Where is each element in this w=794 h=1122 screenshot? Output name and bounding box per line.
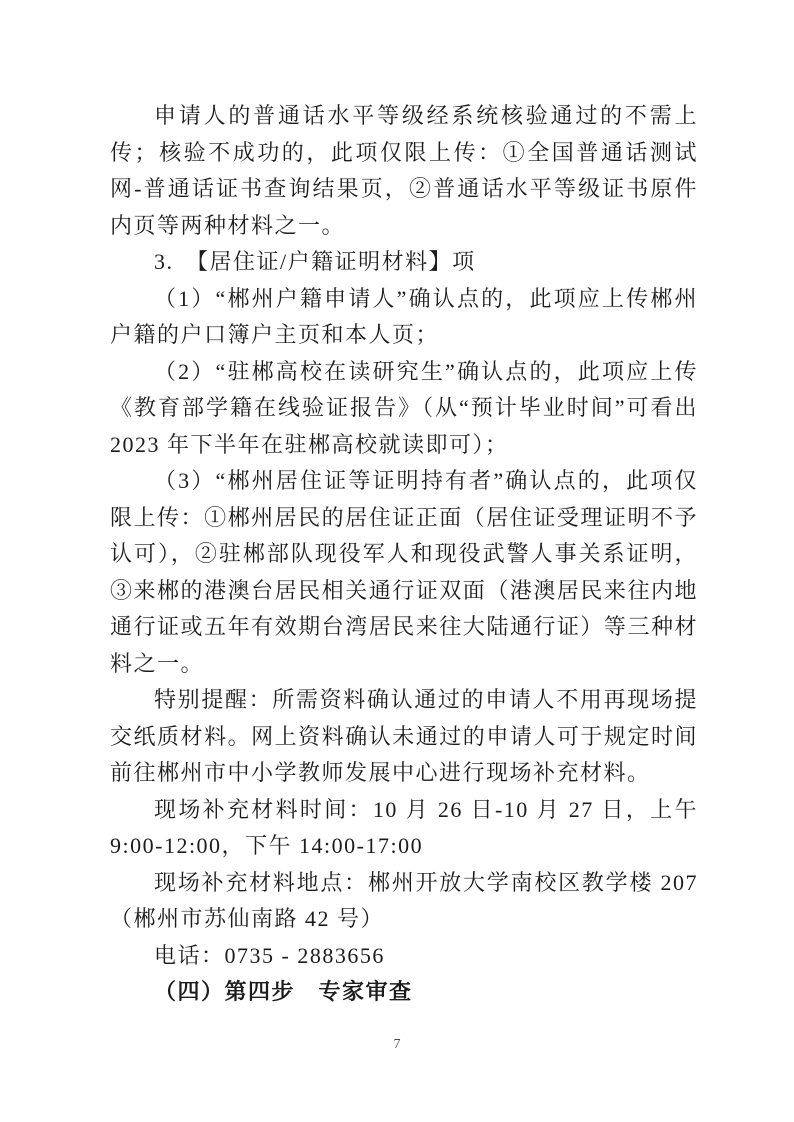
paragraph: 现场补充材料地点：郴州开放大学南校区教学楼 207（郴州市苏仙南路 42 号） xyxy=(110,869,698,931)
document-body xyxy=(110,98,698,1011)
paragraph: 特别提醒：所需资料确认通过的申请人不用再现场提交纸质材料。网上资料确认未通过的申请人可于规定时间前往郴州市中小学教师发展中心进行现场补充材料。 xyxy=(110,687,698,785)
paragraph: 3. 【居住证/户籍证明材料】项 xyxy=(154,249,476,274)
paragraph: 申请人的普通话水平等级经系统核验通过的不需上传；核验不成功的，此项仅限上传：①全国普通话测试网-普通话证书查询结果页，②普通话水平等级证书原件内页等两种材料之一。 xyxy=(110,103,698,238)
page-number: 7 xyxy=(393,1037,401,1052)
paragraph: 现场补充材料时间：10 月 26 日-10 月 27 日，上午 9:00-12:00，下午 14:00-17:00 xyxy=(110,796,698,858)
paragraph: （1）“郴州户籍申请人”确认点的，此项应上传郴州户籍的户口簿户主页和本人页； xyxy=(110,285,698,347)
section-heading: （四）第四步 专家审查 xyxy=(154,979,413,1004)
paragraph: 电话：0735 - 2883656 xyxy=(154,942,385,968)
paragraph: （2）“驻郴高校在读研究生”确认点的，此项应上传《教育部学籍在线验证报告》（从“预计毕业时间”可看出 2023 年下半年在驻郴高校就读即可）； xyxy=(110,358,698,457)
paragraph: （3）“郴州居住证等证明持有者”确认点的，此项仅限上传：①郴州居民的居住证正面（居住证受理证明不予认可），②驻郴部队现役军人和现役武警人事关系证明，③来郴的港澳台居民相关通行证双面（港澳居民来往内地通行证或五年有效期台湾居民来往大陆通行证）等三种材料之一。 xyxy=(110,468,698,676)
